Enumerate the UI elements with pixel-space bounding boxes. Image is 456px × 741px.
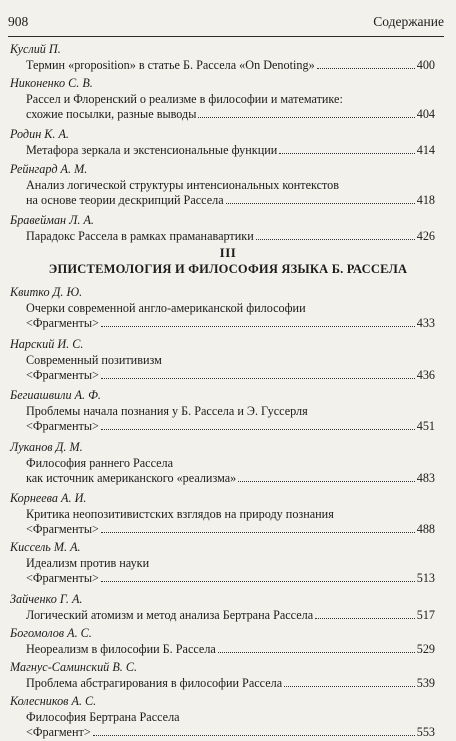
entry-title-line: Неореализм в философии Б. Рассела xyxy=(26,641,216,656)
entry-title-row xyxy=(26,640,435,658)
dot-leader xyxy=(218,640,415,653)
dot-leader xyxy=(101,366,415,379)
entry-title-line: Философия Бертрана Рассела xyxy=(26,709,180,724)
entry-title-line: <Фрагменты> xyxy=(26,522,99,536)
entry-title-row xyxy=(26,417,435,435)
dot-leader xyxy=(198,105,414,118)
entry-author: Магнус-Саминский В. С. xyxy=(10,660,138,674)
entry-page-number[interactable]: 404 xyxy=(416,107,435,121)
entry-author: Корнеева А. И. xyxy=(10,491,87,505)
entry-page-number[interactable]: 513 xyxy=(416,571,435,585)
entry-page-number[interactable]: 517 xyxy=(416,607,435,622)
section-title: ЭПИСТЕМОЛОГИЯ И ФИЛОСОФИЯ ЯЗЫКА Б. РАССЕЛА xyxy=(48,262,408,276)
dot-leader xyxy=(238,469,414,482)
dot-leader xyxy=(315,606,415,619)
entry-title-row xyxy=(26,569,435,587)
entry-title-row xyxy=(26,314,435,332)
dot-leader xyxy=(317,56,415,69)
entry-title-line: Термин «proposition» в статье Б. Рассела «On Denoting» xyxy=(26,57,315,72)
entry-title-row xyxy=(26,366,435,384)
entry-title-line: <Фрагменты> xyxy=(26,368,99,382)
section-number: III xyxy=(219,245,237,260)
dot-leader xyxy=(101,314,415,327)
entry-title-row xyxy=(26,141,435,159)
entry-title-line: <Фрагменты> xyxy=(26,571,99,585)
entry-page-number[interactable]: 483 xyxy=(416,471,435,485)
entry-title-row xyxy=(26,723,435,741)
entry-title-line: Критика неопозитивистских взглядов на природу познания xyxy=(26,506,334,521)
entry-author: Бравейман Л. А. xyxy=(10,213,94,227)
entry-page-number[interactable]: 553 xyxy=(416,725,435,739)
entry-author: Киссель М. А. xyxy=(10,540,81,554)
entry-title-line: Современный позитивизм xyxy=(26,352,162,367)
entry-title-row xyxy=(26,674,435,692)
entry-title-row xyxy=(26,105,435,123)
dot-leader xyxy=(279,141,414,154)
entry-author: Родин К. А. xyxy=(10,127,69,141)
entry-title-line: Парадокс Рассела в рамках праманавартики xyxy=(26,228,254,243)
entry-title-line: Метафора зеркала и экстенсиональные функции xyxy=(26,142,278,157)
page-header xyxy=(8,14,444,32)
dot-leader xyxy=(93,723,415,736)
entry-title-line: Философия раннего Рассела xyxy=(26,455,174,470)
entry-title-row xyxy=(26,227,435,245)
running-title: Содержание xyxy=(373,14,444,29)
entry-page-number[interactable]: 529 xyxy=(416,641,435,656)
entry-author: Куслий П. xyxy=(10,42,61,56)
entry-title-line: Проблема абстрагирования в философии Рассела xyxy=(26,675,283,690)
entry-title-row xyxy=(26,520,435,538)
dot-leader xyxy=(101,520,415,533)
entry-title-row xyxy=(26,469,435,487)
dot-leader xyxy=(226,191,415,204)
dot-leader xyxy=(256,227,415,240)
entry-title-line: на основе теории дескрипций Рассела xyxy=(26,193,224,207)
entry-title-line: Очерки современной англо-американской философии xyxy=(26,300,306,315)
entry-author: Квитко Д. Ю. xyxy=(10,285,83,299)
entry-author: Колесников А. С. xyxy=(10,694,97,708)
entry-author: Бегиашвили А. Ф. xyxy=(10,388,101,402)
dot-leader xyxy=(284,674,415,687)
entry-title-line: Проблемы начала познания у Б. Рассела и Э. Гуссерля xyxy=(26,403,308,418)
entry-author: Зайченко Г. А. xyxy=(10,592,83,606)
entry-page-number[interactable]: 436 xyxy=(416,368,435,382)
entry-author: Луканов Д. М. xyxy=(10,440,83,454)
entry-page-number[interactable]: 433 xyxy=(416,316,435,330)
entry-title-line: <Фрагменты> xyxy=(26,419,99,433)
entry-page-number[interactable]: 426 xyxy=(416,228,435,243)
entry-author: Никоненко С. В. xyxy=(10,76,93,90)
entry-page-number[interactable]: 451 xyxy=(416,419,435,433)
entry-title-line: <Фрагменты> xyxy=(26,316,99,330)
entry-page-number[interactable]: 418 xyxy=(416,193,435,207)
entry-title-line: <Фрагмент> xyxy=(26,725,91,739)
entry-title-line: Идеализм против науки xyxy=(26,555,150,570)
dot-leader xyxy=(101,569,415,582)
page-number: 908 xyxy=(8,14,29,29)
header-rule xyxy=(8,36,444,37)
entry-page-number[interactable]: 488 xyxy=(416,522,435,536)
entry-author: Рейнгард А. М. xyxy=(10,162,88,176)
entry-author: Богомолов А. С. xyxy=(10,626,92,640)
dot-leader xyxy=(101,417,415,430)
entry-title-line: Рассел и Флоренский о реализме в философии и математике: xyxy=(26,91,343,106)
entry-title-line: Анализ логической структуры интенсиональных контекстов xyxy=(26,177,340,192)
entry-title-line: Логический атомизм и метод анализа Бертрана Рассела xyxy=(26,607,314,622)
entry-title-row xyxy=(26,606,435,624)
entry-page-number[interactable]: 539 xyxy=(416,675,435,690)
entry-author: Нарский И. С. xyxy=(10,337,84,351)
entry-page-number[interactable]: 414 xyxy=(416,142,435,157)
entry-page-number[interactable]: 400 xyxy=(416,57,435,72)
entry-title-line: схожие посылки, разные выводы xyxy=(26,107,197,121)
entry-title-line: как источник американского «реализма» xyxy=(26,471,237,485)
entry-title-row xyxy=(26,56,435,74)
entry-title-row xyxy=(26,191,435,209)
